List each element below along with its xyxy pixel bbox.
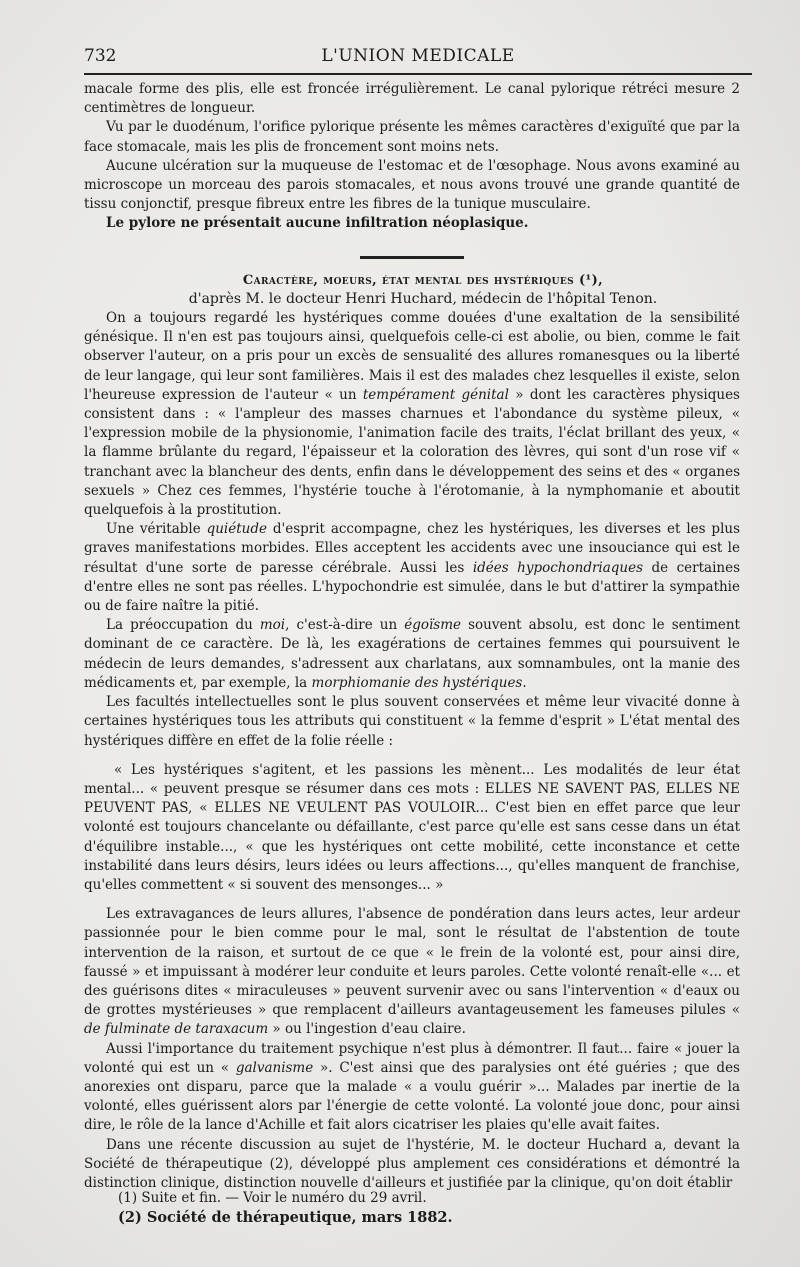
article-paragraph-1: On a toujours regardé les hystériques comme douées d'une exaltation de la sensibilité génésique. Il n'en est pas toujours ainsi, quelquefois celle-ci est abolie, ou bien, comme le fait observer l'auteur, on a pris pour un excès de sensualité des allures romanesques ou la liberté de leur langage, qui leur sont familières. Mais il est des malades chez lesquelles il existe, selon l'heureuse expression de l'auteur « un tempérament génital » dont les caractères physiques consistent dans : « l'ampleur des masses charnues et l'abondance du système pileux, « l'expression mobile de la physionomie, l'animation facile des traits, l'éclat brillant des yeux, « la flamme brûlante du regard, l'épaisseur et la coloration des lèvres, qui sont d'un rose vif « tranchant avec la blancheur des dents, enfin dans le développement des seins et des « organes sexuels » Chez ces femmes, l'hystérie touche à l'érotomanie, à la nymphomanie et aboutit quelquefois à la prostitution. — [84, 310, 740, 519]
page-number: 732 — [84, 46, 117, 66]
article-paragraph-5: Les extravagances de leurs allures, l'absence de pondération dans leurs actes, leur ardeur passionnée pour le bien comme pour le mal, sont le résultat de l'abstention de toute intervention de la raison, et surtout de ce que « le frein de la volonté est, pour ainsi dire, faussé » et impuissant à modérer leur conduite et leurs paroles. Cette volonté renaît-elle «... et des guérisons dites « miraculeuses » peuvent survenir avec ou sans l'intervention « d'eaux ou de grottes mystérieuses » que remplacent d'ailleurs avantageusement les fameuses pilules « de fulminate de taraxacum » ou l'ingestion d'eau claire. — [84, 906, 740, 1038]
section-separator — [360, 256, 464, 259]
page-header — [84, 42, 752, 72]
intro-paragraph-1: macale forme des plis, elle est froncée irrégulièrement. Le canal pylorique rétréci mesure 2 centimètres de longueur. — [84, 81, 740, 117]
footnotes — [118, 1188, 453, 1228]
journal-title: L'UNION MEDICALE — [321, 46, 515, 66]
article-paragraph-4: Les facultés intellectuelles sont le plus souvent conservées et même leur vivacité donne à certaines hystériques tous les attributs qui constituent « la femme d'esprit » L'état mental des hystériques diffère en effet de la folie réelle : — [84, 694, 740, 749]
intro-paragraph-2: Vu par le duodénum, l'orifice pylorique présente les mêmes caractères d'exiguïté que par la face stomacale, mais les plis de froncement sont moins nets. — [84, 119, 740, 155]
article-paragraph-3: La préoccupation du moi, c'est-à-dire un égoïsme souvent absolu, est donc le sentiment dominant de ce caractère. De là, les exagérations de certaines femmes qui poursuivent le médecin de leurs demandes, s'adressent aux charlatans, aux somnambules, ont la manie des médicaments et, par exemple, la morphiomanie des hystériques. — [84, 617, 740, 691]
article-paragraph-6: Aussi l'importance du traitement psychique n'est plus à démontrer. Il faut... faire « jouer la volonté qui est un « galvanisme ». C'est ainsi que des paralysies ont été guéries ; que des anorexies ont disparu, parce que la malade « a voulu guérir »... Malades par inertie de la volonté, elles guérissent alors par l'énergie de cette volonté. La volonté joue donc, pour ainsi dire, le rôle de la lance d'Achille et fait alors cicatriser les plaies qu'elle avait faites. — [84, 1040, 740, 1134]
article-paragraph-7: Dans une récente discussion au sujet de l'hystérie, M. le docteur Huchard a, devant la Société de thérapeutique (2), développé plus amplement ces considérations et démontré la distinction clinique, distinction nouvelle d'ailleurs et justifiée par la clinique, qu'on doit établir — [84, 1136, 740, 1191]
footnote-2: (2) Société de thérapeutique, mars 1882. — [118, 1209, 453, 1226]
article-paragraph-2: Une véritable quiétude d'esprit accompagne, chez les hystériques, les diverses et les plus graves manifestations morbides. Elles acceptent les accidents avec une insouciance qui est le résultat d'une sorte de paresse cérébrale. Aussi les idées hypochondriaques de certaines d'entre elles ne sont pas réelles. L'hypochondrie est simulée, dans le but d'attirer la sympathie ou de faire naître la pitié. — [84, 521, 741, 615]
quotation-text: « Les hystériques s'agitent, et les passions les mènent... Les modalités de leur état mental... « peuvent presque se résumer dans ces mots : ELLES NE SAVENT PAS, ELLES NE PEUVENT PAS, « ELLES NE VEULENT PAS VOULOIR... C'est bien en effet parce que leur volonté est toujours chancelante ou défaillante, c'est parce qu'elle est sans cesse dans un état d'équilibre instable..., « que les hystériques ont cette mobilité, cette inconstance et cette instabilité dans leurs désirs, leurs idées ou leurs affections..., qu'elles manquent de franchise, qu'elles commettent « si souvent des mensonges... » — [84, 761, 740, 893]
header-rule — [84, 73, 752, 75]
article-subtitle: d'après M. le docteur Henri Huchard, médecin de l'hôpital Tenon. — [188, 290, 658, 307]
page-body — [84, 80, 740, 1193]
quotation-block — [84, 761, 740, 895]
footnote-1: (1) Suite et fin. — Voir le numéro du 29 avril. — [118, 1190, 427, 1206]
intro-paragraph-3: Aucune ulcération sur la muqueuse de l'estomac et de l'œsophage. Nous avons examiné au microscope un morceau des parois stomacales, et nous avons trouvé une grande quantité de tissu conjonctif, presque fibreux entre les fibres de la tunique musculaire. — [84, 157, 740, 213]
article-title: Caractère, moeurs, état mental des hystériques (¹), — [242, 272, 604, 288]
intro-paragraph-4: Le pylore ne présentait aucune infiltration néoplasique. — [106, 215, 529, 232]
